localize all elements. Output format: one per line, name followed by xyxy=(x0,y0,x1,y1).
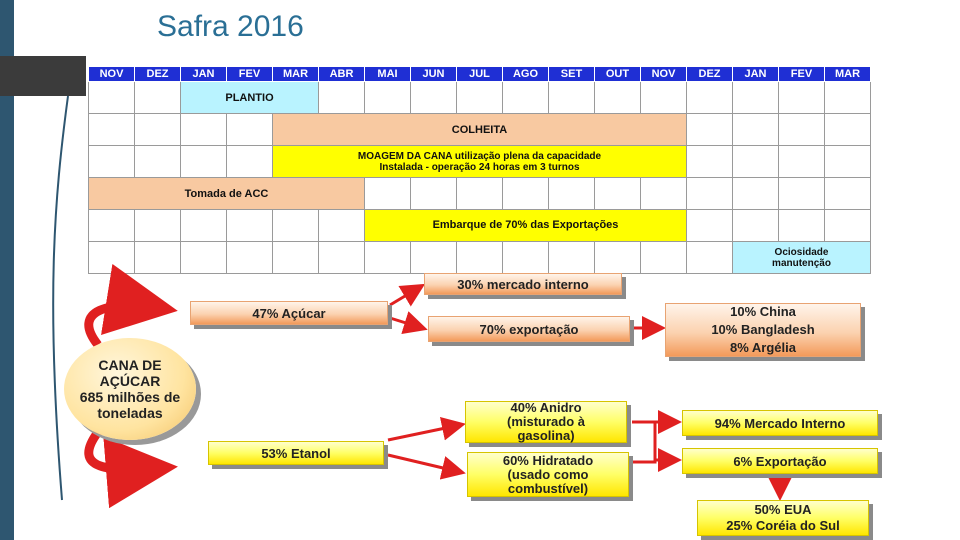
slide-title: Safra 2016 xyxy=(157,10,304,43)
arrow-etanol-to-anidro xyxy=(388,425,460,440)
etanol-box: 53% Etanol xyxy=(208,441,384,465)
month-header: JAN xyxy=(181,67,227,82)
ociosidade-line2: manutenção xyxy=(772,257,831,269)
arrow-acucar-to-mercado xyxy=(390,287,420,305)
cana-line1: CANA DE xyxy=(98,357,162,373)
month-header: MAR xyxy=(273,67,319,82)
month-header: AGO xyxy=(503,67,549,82)
cana-de-acucar-node xyxy=(64,338,196,440)
month-header: NOV xyxy=(89,67,135,82)
etanol-exportacao-box: 6% Exportação xyxy=(682,448,878,474)
moagem-line1: MOAGEM DA CANA utilização plena da capacidade xyxy=(357,150,602,162)
etanol-mercado-interno-box: 94% Mercado Interno xyxy=(682,410,878,436)
mercado-interno-box: 30% mercado interno xyxy=(424,273,622,295)
etanol-export-countries-box xyxy=(697,500,869,536)
tomada-acc-bar: Tomada de ACC xyxy=(89,178,365,210)
export-countries-box xyxy=(665,303,861,357)
month-header: SET xyxy=(549,67,595,82)
anidro-box xyxy=(465,401,627,443)
ociosidade-line1: Ociosidade xyxy=(774,246,829,258)
china-label: 10% China xyxy=(730,304,796,319)
cana-line3: 685 milhões de xyxy=(79,389,181,405)
month-header: DEZ xyxy=(135,67,181,82)
hidratado-line2: (usado como xyxy=(507,466,589,482)
moagem-line2: Instalada - operação 24 horas em 3 turnos xyxy=(379,161,580,173)
cana-line4: toneladas xyxy=(97,405,163,421)
month-header: JUL xyxy=(457,67,503,82)
embarque-bar: Embarque de 70% das Exportações xyxy=(365,210,687,242)
plantio-bar: PLANTIO xyxy=(181,82,319,114)
month-header: OUT xyxy=(595,67,641,82)
arrow-acucar-to-exportacao xyxy=(390,318,422,328)
anidro-line1: 40% Anidro xyxy=(510,400,582,415)
colheita-bar: COLHEITA xyxy=(273,114,687,146)
eua-label: 50% EUA xyxy=(754,502,812,517)
hidratado-line1: 60% Hidratado xyxy=(502,452,594,468)
month-header: NOV xyxy=(641,67,687,82)
argelia-label: 8% Argélia xyxy=(730,340,796,355)
acucar-box: 47% Açúcar xyxy=(190,301,388,325)
month-header: DEZ xyxy=(687,67,733,82)
bangladesh-label: 10% Bangladesh xyxy=(711,322,815,337)
month-header: FEV xyxy=(779,67,825,82)
month-header: ABR xyxy=(319,67,365,82)
cana-line2: AÇÚCAR xyxy=(99,373,161,389)
arrow-etanol-to-hidratado xyxy=(388,455,460,472)
month-header: MAR xyxy=(825,67,871,82)
hidratado-box xyxy=(467,452,629,497)
anidro-line3: gasolina) xyxy=(517,428,575,443)
month-header: MAI xyxy=(365,67,411,82)
anidro-line2: (misturado à xyxy=(506,414,585,429)
connector-bracket xyxy=(632,422,655,462)
coreia-label: 25% Coréia do Sul xyxy=(726,518,840,533)
month-header: JUN xyxy=(411,67,457,82)
exportacao-box: 70% exportação xyxy=(428,316,630,342)
month-header: FEV xyxy=(227,67,273,82)
month-header: JAN xyxy=(733,67,779,82)
hidratado-line3: combustível) xyxy=(507,480,589,496)
